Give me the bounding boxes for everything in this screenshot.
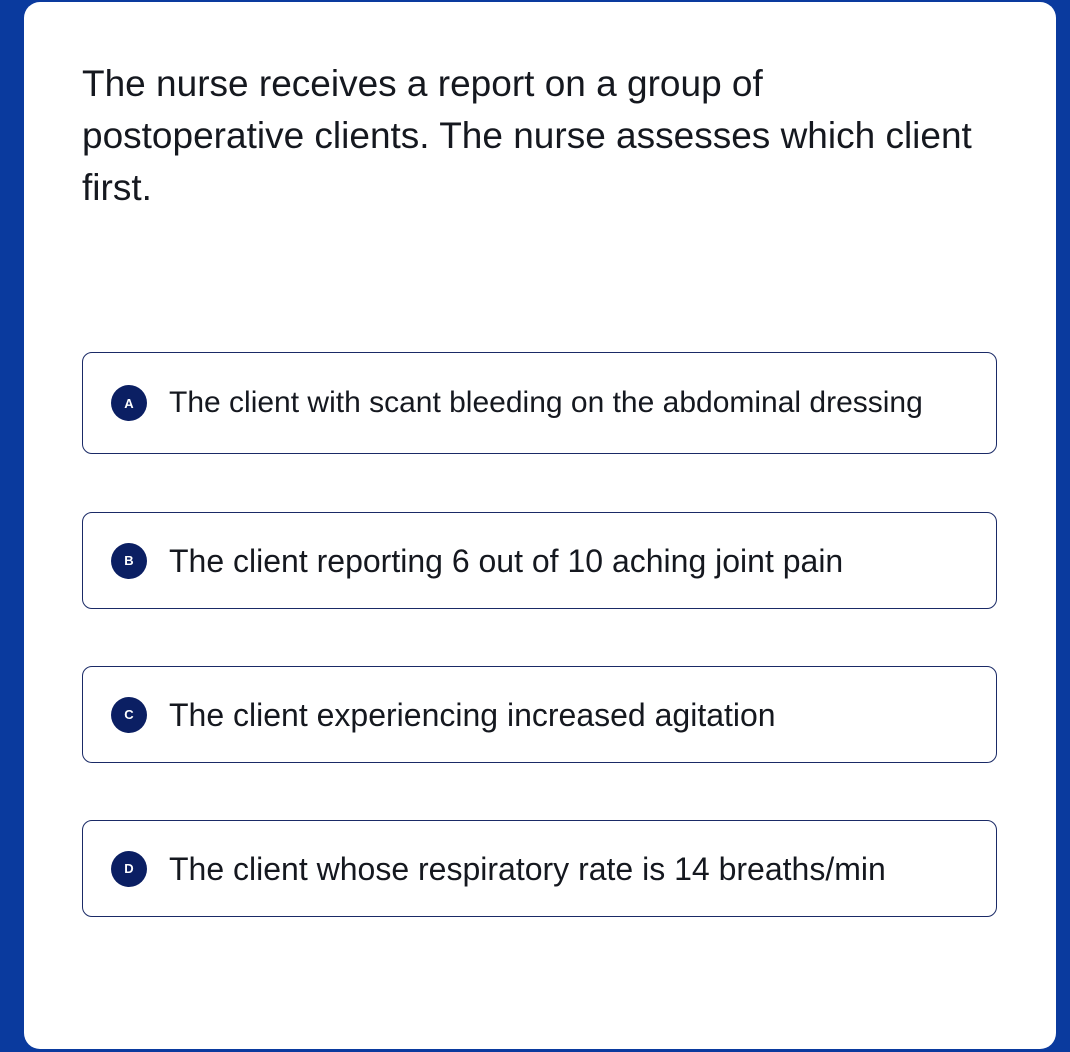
option-d[interactable] xyxy=(82,820,997,917)
option-letter-badge: D xyxy=(111,851,147,887)
option-letter-badge: C xyxy=(111,697,147,733)
option-label: The client experiencing increased agitation xyxy=(169,696,776,733)
option-label: The client whose respiratory rate is 14 breaths/min xyxy=(169,850,886,887)
option-letter-badge: B xyxy=(111,543,147,579)
option-a[interactable] xyxy=(82,352,997,454)
option-b[interactable] xyxy=(82,512,997,609)
option-label: The client with scant bleeding on the abdominal dressing xyxy=(169,386,923,419)
question-text: The nurse receives a report on a group of postoperative clients. The nurse assesses which client first. xyxy=(82,63,972,208)
option-letter-badge: A xyxy=(111,385,147,421)
option-c[interactable] xyxy=(82,666,997,763)
question-card xyxy=(24,2,1056,1049)
option-label: The client reporting 6 out of 10 aching joint pain xyxy=(169,542,844,579)
